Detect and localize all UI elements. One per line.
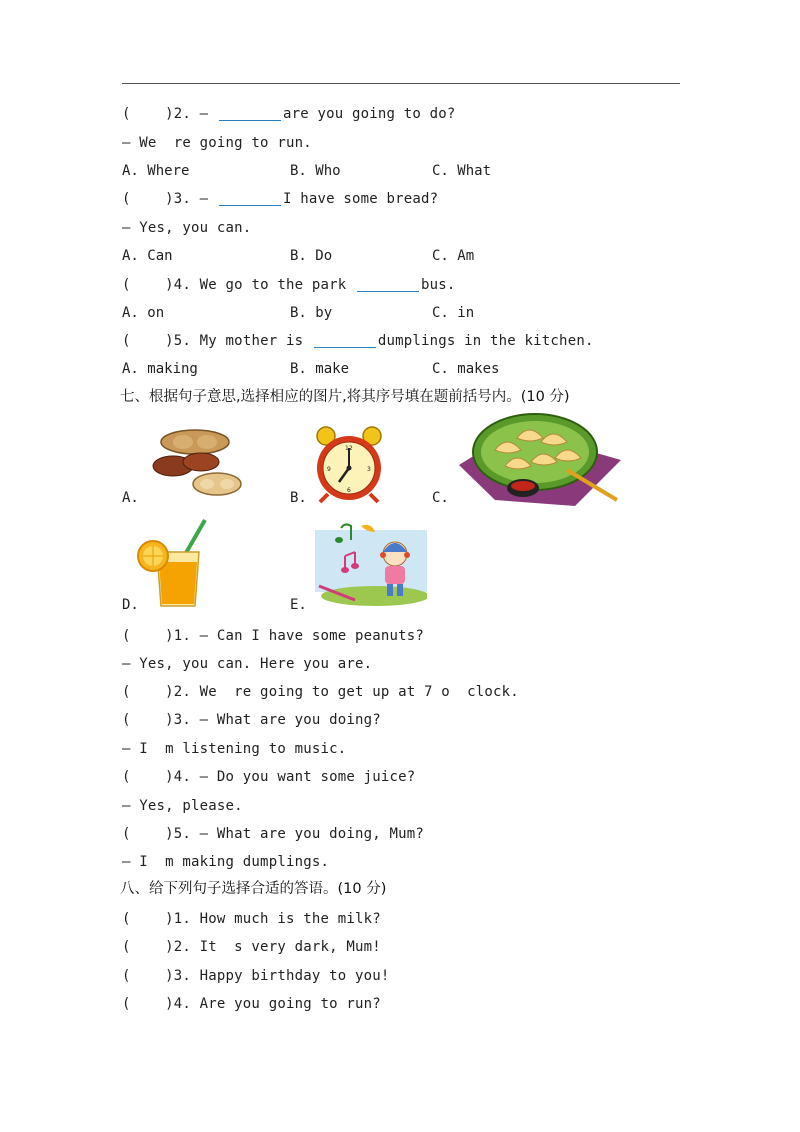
question-3: ( )3. — I have some bread? [122, 191, 439, 207]
option-b: B. make [290, 361, 350, 377]
question-3-answer: — Yes, you can. [122, 220, 252, 236]
section-7-heading: 七、根据句子意思,选择相应的图片,将其序号填在题前括号内。(10 分) [120, 389, 570, 405]
question-2: ( )2. — are you going to do? [122, 106, 456, 122]
question-5: ( )5. My mother is dumplings in the kitchen. [122, 333, 594, 349]
section-8-heading: 八、给下列句子选择合适的答语。(10 分) [120, 881, 387, 897]
question-4: ( )4. We go to the park bus. [122, 277, 456, 293]
option-c: C. Am [432, 248, 475, 264]
option-a: A. Can [122, 248, 173, 264]
option-b: B. Who [290, 163, 341, 179]
header-rule [122, 83, 680, 84]
picture-label-b: B. [290, 490, 307, 506]
section-7-line-9: — I m making dumplings. [122, 854, 330, 870]
svg-text:12: 12 [345, 445, 353, 452]
option-a: A. on [122, 305, 165, 321]
girl-listening-music-icon [315, 522, 427, 608]
section-7-line-7: — Yes, please. [122, 798, 243, 814]
peanuts-icon [145, 422, 245, 502]
answer-blank[interactable] [219, 191, 281, 206]
section-7-line-1: ( )1. — Can I have some peanuts? [122, 628, 425, 644]
picture-label-d: D. [122, 597, 139, 613]
question-2-answer: — We re going to run. [122, 135, 312, 151]
option-c: C. in [432, 305, 475, 321]
section-8-line-4: ( )4. Are you going to run? [122, 996, 381, 1012]
svg-text:9: 9 [327, 466, 331, 473]
option-b: B. Do [290, 248, 333, 264]
juice-glass-icon [135, 518, 213, 610]
section-7-line-3: ( )2. We re going to get up at 7 o clock. [122, 684, 519, 700]
option-b: B. by [290, 305, 333, 321]
section-7-line-2: — Yes, you can. Here you are. [122, 656, 373, 672]
section-7-line-6: ( )4. — Do you want some juice? [122, 769, 416, 785]
section-8-line-3: ( )3. Happy birthday to you! [122, 968, 390, 984]
answer-blank[interactable] [314, 333, 376, 348]
option-c: C. makes [432, 361, 500, 377]
section-7-line-5: — I m listening to music. [122, 741, 347, 757]
picture-label-e: E. [290, 597, 307, 613]
section-7-line-8: ( )5. — What are you doing, Mum? [122, 826, 425, 842]
answer-blank[interactable] [357, 277, 419, 292]
picture-label-c: C. [432, 490, 449, 506]
section-8-line-1: ( )1. How much is the milk? [122, 911, 381, 927]
svg-text:6: 6 [347, 487, 351, 494]
dumplings-plate-icon [455, 410, 623, 508]
option-c: C. What [432, 163, 492, 179]
picture-label-a: A. [122, 490, 139, 506]
option-a: A. making [122, 361, 198, 377]
option-a: A. Where [122, 163, 190, 179]
alarm-clock-icon [312, 426, 386, 504]
section-8-line-2: ( )2. It s very dark, Mum! [122, 939, 381, 955]
answer-blank[interactable] [219, 106, 281, 121]
svg-text:3: 3 [367, 466, 371, 473]
section-7-line-4: ( )3. — What are you doing? [122, 712, 381, 728]
